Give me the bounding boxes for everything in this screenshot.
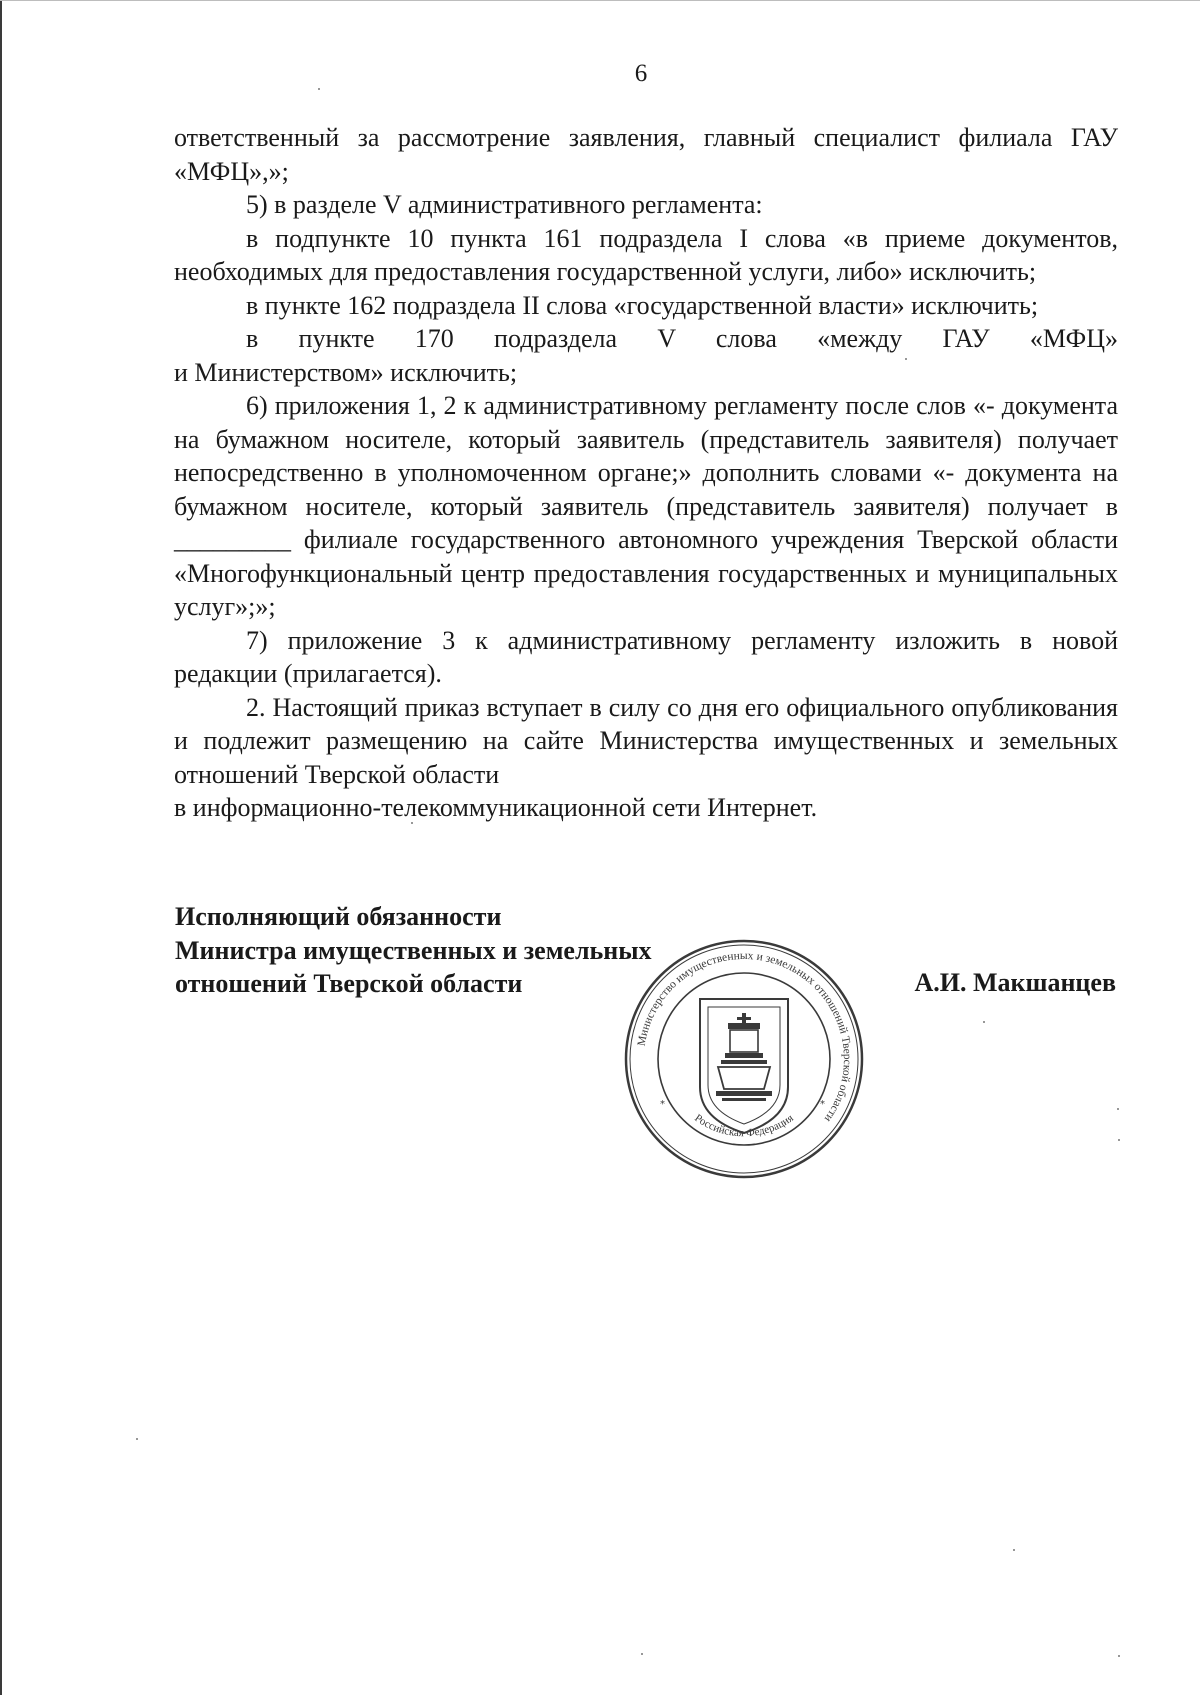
- scan-speck: [1118, 1139, 1120, 1141]
- svg-text:*: *: [820, 1099, 825, 1110]
- scan-speck: [1117, 1108, 1119, 1110]
- paragraph-1: ответственный за рассмотрение заявления, главный специалист филиала ГАУ «МФЦ»,»;: [174, 123, 1118, 186]
- scan-edge-left: [0, 0, 2, 1695]
- signature-title-line-1: Исполняющий обязанности: [175, 902, 502, 931]
- seal-bottom-text: Российская Федерация: [692, 1112, 796, 1140]
- page-number: 6: [634, 60, 648, 87]
- signature-title-line-2: Министра имущественных и земельных: [175, 935, 652, 965]
- signature-block: [175, 900, 652, 1001]
- paragraph-7: 6) приложения 1, 2 к административному регламенту после слов «- документа на бумажном носителе, который заявитель (представитель заявителя) получает непосредственно в уполномоченном органе;» дополнить словами «- документа на бумажном носителе, который заявитель (представитель заявителя) получает в _________ филиале государственного автономного учреждения Тверской области «Многофункциональный центр предоставления государственных и муниципальных услуг»;»;: [174, 391, 1118, 621]
- paragraph-5: в пункте 170 подраздела V слова «между ГАУ «МФЦ»: [246, 324, 1118, 353]
- scan-speck: [983, 1021, 985, 1023]
- scan-speck: [1013, 1549, 1015, 1551]
- scan-speck: [411, 822, 413, 824]
- paragraph-6: и Министерством» исключить;: [174, 357, 518, 387]
- paragraph-2: 5) в разделе V административного регламента:: [246, 190, 763, 219]
- paragraph-10: в информационно-телекоммуникационной сети Интернет.: [174, 793, 818, 822]
- scan-edge-top: [0, 0, 1200, 1]
- svg-text:*: *: [660, 1099, 665, 1110]
- scan-speck: [1118, 1655, 1120, 1657]
- scan-speck: [136, 1438, 138, 1440]
- seal-graphic: [622, 937, 866, 1181]
- document-body: [174, 121, 1118, 825]
- paragraph-8: 7) приложение 3 к административному регламенту изложить в новой редакции (прилагается).: [174, 625, 1118, 688]
- scan-speck: [905, 358, 907, 360]
- signature-title-line-3: отношений Тверской области: [175, 969, 523, 998]
- paragraph-9: 2. Настоящий приказ вступает в силу со дня его официального опубликования и подлежит размещению на сайте Министерства имущественных и земельных отношений Тверской области: [174, 692, 1118, 789]
- paragraph-3: в подпункте 10 пункта 161 подраздела I слова «в приеме документов, необходимых для предоставления государственной услуги, либо» исключить;: [174, 223, 1118, 286]
- seal-outer-text: Министерство имущественных и земельных отношений Тверской области: [635, 949, 854, 1124]
- signer-name: А.И. Макшанцев: [914, 968, 1116, 997]
- paragraph-4: в пункте 162 подраздела II слова «государственной власти» исключить;: [246, 290, 1039, 320]
- scan-speck: [641, 1653, 643, 1655]
- scan-speck: [318, 88, 320, 90]
- official-seal: [622, 937, 866, 1181]
